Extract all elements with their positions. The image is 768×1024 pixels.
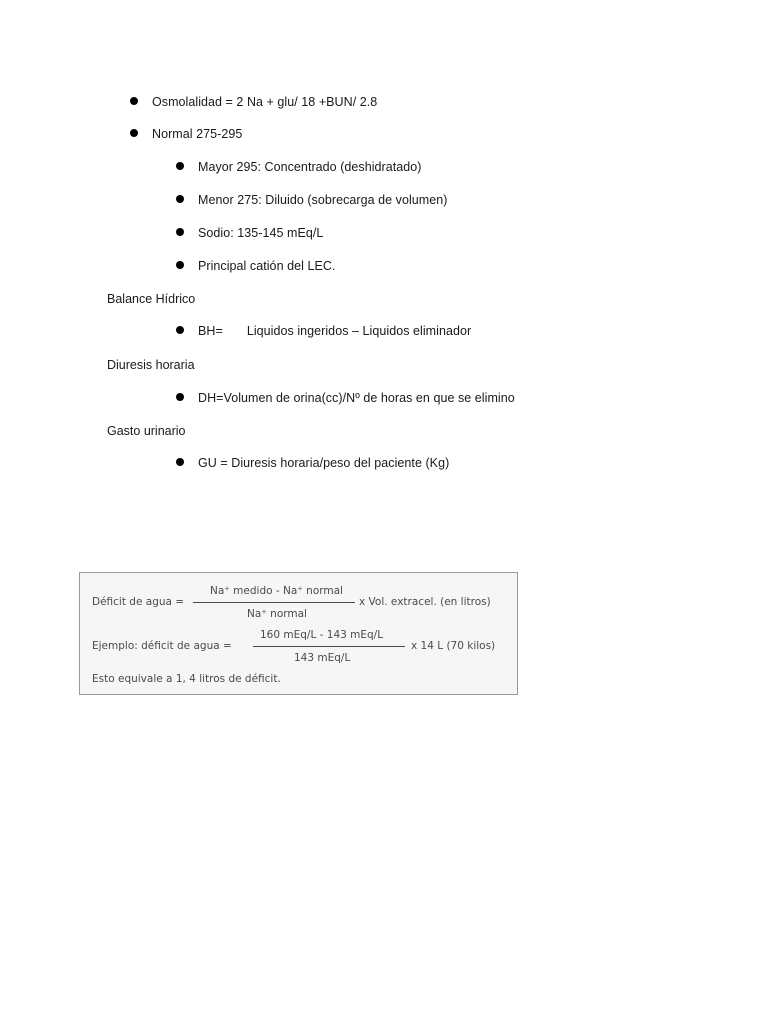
bullet-mayor: Mayor 295: Concentrado (deshidratado) — [198, 160, 422, 174]
fraction-bar — [193, 602, 355, 603]
formula-suffix: x Vol. extracel. (en litros) — [359, 596, 491, 608]
bullet-dot — [176, 393, 184, 401]
bullet-cation: Principal catión del LEC. — [198, 259, 336, 273]
heading-gasto-urinario: Gasto urinario — [107, 424, 186, 438]
bullet-normal-range: Normal 275-295 — [152, 127, 243, 141]
bullet-sodio: Sodio: 135-145 mEq/L — [198, 226, 324, 240]
bullet-dot — [176, 162, 184, 170]
fraction-bar — [253, 646, 405, 647]
example-denominator: 143 mEq/L — [294, 652, 351, 664]
water-deficit-formula-image — [79, 572, 518, 695]
bh-prefix: BH= — [198, 324, 223, 338]
bullet-gu: GU = Diuresis horaria/peso del paciente (Kg) — [198, 456, 450, 470]
formula-numerator: Na⁺ medido - Na⁺ normal — [210, 585, 343, 597]
example-suffix: x 14 L (70 kilos) — [411, 640, 496, 652]
example-label: Ejemplo: déficit de agua = — [92, 640, 232, 652]
heading-balance-hidrico: Balance Hídrico — [107, 292, 196, 306]
bullet-dot — [176, 228, 184, 236]
bullet-osmolalidad: Osmolalidad = 2 Na + glu/ 18 +BUN/ 2.8 — [152, 95, 378, 109]
bullet-dot — [176, 326, 184, 334]
bullet-dot — [176, 261, 184, 269]
bullet-dot — [176, 458, 184, 466]
bullet-dot — [130, 97, 138, 105]
bullet-dot — [130, 129, 138, 137]
bh-formula: Liquidos ingeridos – Liquidos eliminador — [246, 324, 472, 338]
bullet-bh — [198, 323, 471, 339]
heading-diuresis-horaria: Diuresis horaria — [107, 358, 195, 372]
bullet-dot — [176, 195, 184, 203]
example-numerator: 160 mEq/L - 143 mEq/L — [260, 629, 384, 641]
example-result: Esto equivale a 1, 4 litros de déficit. — [92, 673, 281, 685]
formula-label: Déficit de agua = — [92, 596, 185, 608]
formula-denominator: Na⁺ normal — [247, 608, 307, 620]
bullet-dh: DH=Volumen de orina(cc)/Nº de horas en que se elimino — [198, 391, 515, 405]
bullet-menor: Menor 275: Diluido (sobrecarga de volumen) — [198, 193, 448, 207]
